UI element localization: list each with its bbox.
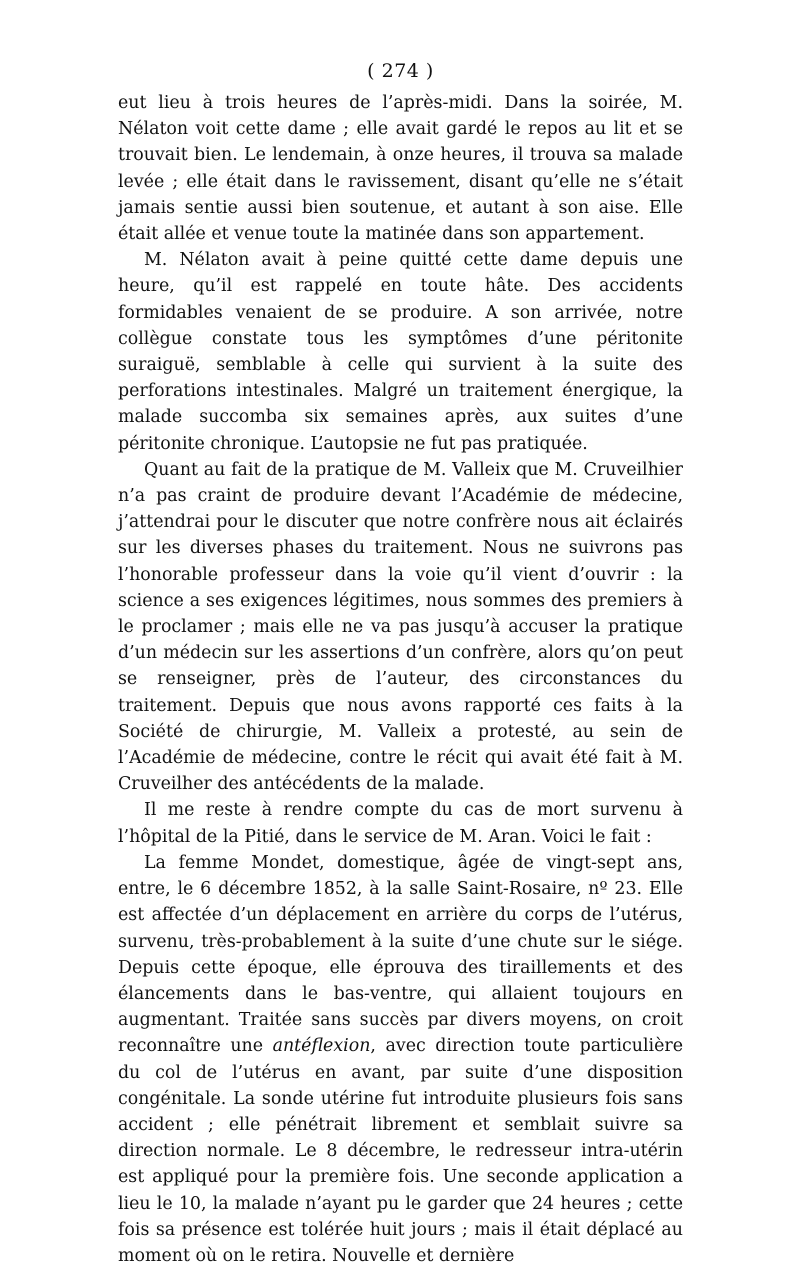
paragraph-2	[118, 247, 683, 457]
paragraph-text: Il me reste à rendre compte du cas de mort survenu à l’hôpital de la Pitié, dans le service de M. Aran. Voici le fait :	[118, 800, 683, 847]
paragraph-text: eut lieu à trois heures de l’après-midi. Dans la soirée, M. Nélaton voit cette dame ; elle avait gardé le repos au lit et se trouvait bien. Le lendemain, à onze heures, il trouva sa malade levée ; elle était dans le ravissement, disant qu’elle ne s’était jamais sentie aussi bien soutenue, et autant à son aise. Elle était allée et venue toute la matinée dans son appartement.	[118, 93, 683, 245]
italic-term: antéflexion	[272, 1036, 371, 1057]
paragraph-3	[118, 457, 683, 798]
page-number: ( 274 )	[367, 60, 434, 82]
paragraph-text: , avec direction toute particulière du col de l’utérus en avant, par suite d’une disposition congénitale. La sonde utérine fut introduite plusieurs fois sans accident ; elle pénétrait librement et semblait suivre sa direction normale. Le 8 décembre, le redresseur intra-utérin est appliqué pour la première fois. Une seconde application a lieu le 10, la malade n’ayant pu le garder que 24 heures ; cette fois sa présence est tolérée huit jours ; mais il était déplacé au moment où on le retira. Nouvelle et dernière	[118, 1036, 683, 1266]
paragraph-text: M. Nélaton avait à peine quitté cette dame depuis une heure, qu’il est rappelé en toute hâte. Des accidents formidables venaient de se produire. A son arrivée, notre collègue constate tous les symptômes d’une péritonite suraiguë, semblable à celle qui survient à la suite des perforations intestinales. Malgré un traitement énergique, la malade succomba six semaines après, aux suites d’une péritonite chronique. L’autopsie ne fut pas pratiquée.	[118, 250, 683, 454]
paragraph-text: La femme Mondet, domestique, âgée de vingt-sept ans, entre, le 6 décembre 1852, à la salle Saint-Rosaire, nº 23. Elle est affectée d’un déplacement en arrière du corps de l’utérus, survenu, très-probablement à la suite d’une chute sur le siége. Depuis cette époque, elle éprouva des tiraillements et des élancements dans le bas-ventre, qui allaient toujours en augmentant. Traitée sans succès par divers moyens, on croit reconnaître une	[118, 852, 683, 1057]
paragraph-text: Quant au fait de la pratique de M. Valleix que M. Cruveilhier n’a pas craint de produire devant l’Académie de médecine, j’attendrai pour le discuter que notre confrère nous ait éclairés sur les diverses phases du traitement. Nous ne suivrons pas l’honorable professeur dans la voie qu’il vient d’ouvrir : la science a ses exigences légitimes, nous sommes des premiers à le proclamer ; mais elle ne va pas jusqu’à accuser la pratique d’un médecin sur les assertions d’un confrère, alors qu’on peut se renseigner, près de l’auteur, des circonstances du traitement. Depuis que nous avons rapporté ces faits à la Société de chirurgie, M. Valleix a protesté, au sein de l’Académie de médecine, contre le récit qui avait été fait à M. Cruveilher des antécédents de la malade.	[118, 459, 683, 795]
paragraph-4	[118, 797, 683, 849]
paragraph-5	[118, 850, 683, 1269]
paragraph-1	[118, 90, 683, 247]
book-page	[118, 58, 683, 1269]
